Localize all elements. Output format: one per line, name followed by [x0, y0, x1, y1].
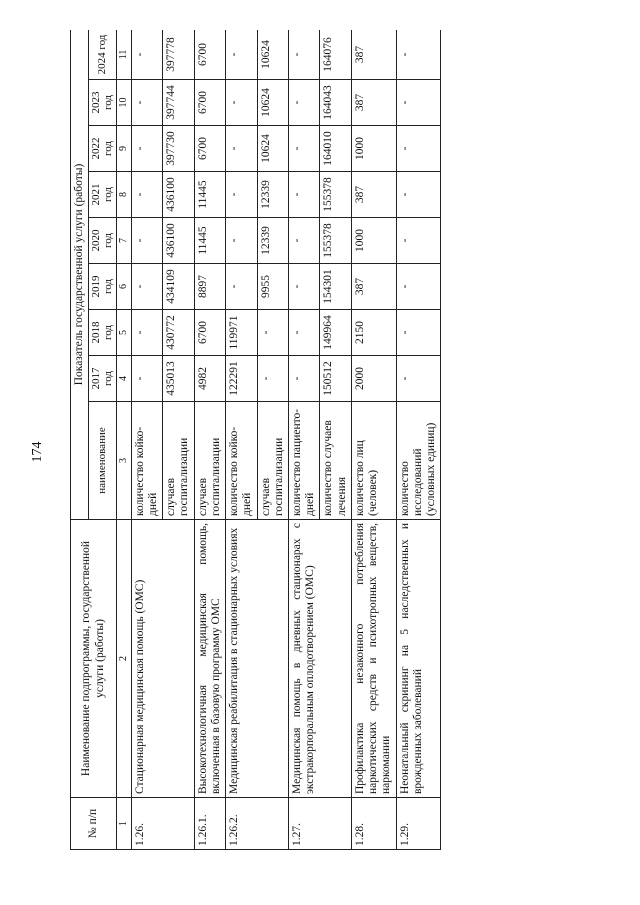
- column-index: 11: [117, 30, 132, 80]
- service-name: Неонатальный скрининг на 5 наследственных и врожденных заболеваний: [396, 520, 441, 798]
- indicator-value: -: [226, 126, 257, 172]
- column-index: 4: [117, 356, 132, 402]
- indicator-value: 11445: [194, 218, 225, 264]
- rotated-table-container: [70, 30, 615, 850]
- indicator-value: 11445: [194, 172, 225, 218]
- indicator-value: -: [257, 310, 288, 356]
- header-row-1: [71, 30, 89, 850]
- table-row: [396, 30, 441, 850]
- indicator-value: 119971: [226, 310, 257, 356]
- column-index: 8: [117, 172, 132, 218]
- indicator-value: 149964: [320, 310, 351, 356]
- indicator-value: 10624: [257, 80, 288, 126]
- indicator-value: 9955: [257, 264, 288, 310]
- service-name: Медицинская реабилитация в стационарных условиях: [226, 520, 289, 798]
- indicator-value: 387: [351, 80, 396, 126]
- column-index: 7: [117, 218, 132, 264]
- header-year: 2022 год: [89, 126, 117, 172]
- header-num: № п/п: [71, 798, 117, 850]
- indicator-value: 155378: [320, 218, 351, 264]
- row-number: 1.29.: [396, 798, 441, 850]
- table-row: [289, 30, 320, 850]
- indicator-value: 122291: [226, 356, 257, 402]
- header-year: 2021 год: [89, 172, 117, 218]
- service-name: Медицинская помощь в дневных стационарах с экстракорпоральным оплодотворением (ОМС): [289, 520, 352, 798]
- indicator-value: 397744: [163, 80, 194, 126]
- indicator-value: -: [289, 80, 320, 126]
- table-row: [351, 30, 396, 850]
- indicator-value: 397778: [163, 30, 194, 80]
- column-index: 6: [117, 264, 132, 310]
- header-indicator: Показатель государственной услуги (работы): [71, 30, 89, 520]
- table-row: [194, 30, 225, 850]
- indicator-value: -: [396, 356, 441, 402]
- indicator-value: -: [396, 310, 441, 356]
- indicator-value: -: [289, 218, 320, 264]
- indicator-value: -: [396, 80, 441, 126]
- page-number: 174: [30, 441, 45, 463]
- indicator-value: 10624: [257, 30, 288, 80]
- indicator-value: 12339: [257, 218, 288, 264]
- document-sheet: [70, 30, 615, 850]
- indicator-value: -: [131, 30, 162, 80]
- indicator-value: -: [226, 172, 257, 218]
- indicator-value: 8897: [194, 264, 225, 310]
- service-name: Стационарная медицинская помощь (ОМС): [131, 520, 194, 798]
- column-index-row: [117, 30, 132, 850]
- indicator-value: -: [131, 80, 162, 126]
- indicator-unit: случаев госпитализации: [257, 402, 288, 520]
- header-year: 2019 год: [89, 264, 117, 310]
- column-index: 9: [117, 126, 132, 172]
- indicator-value: 1000: [351, 218, 396, 264]
- header-year: 2023 год: [89, 80, 117, 126]
- indicator-value: 2000: [351, 356, 396, 402]
- indicator-value: 436100: [163, 218, 194, 264]
- indicator-value: 434109: [163, 264, 194, 310]
- indicator-value: -: [396, 126, 441, 172]
- header-unit: наименование: [89, 402, 117, 520]
- header-year: 2017 год: [89, 356, 117, 402]
- indicator-value: -: [131, 356, 162, 402]
- indicator-unit: количество пациенто-дней: [289, 402, 320, 520]
- row-number: 1.26.2.: [226, 798, 289, 850]
- indicator-value: 6700: [194, 30, 225, 80]
- indicator-value: -: [289, 126, 320, 172]
- indicator-unit: количество случаев лечения: [320, 402, 351, 520]
- indicator-unit: количество исследований (условных единиц): [396, 402, 441, 520]
- service-name: Высокотехнологичная медицинская помощь, включенная в базовую программу ОМС: [194, 520, 225, 798]
- indicator-value: -: [396, 172, 441, 218]
- indicator-value: -: [131, 264, 162, 310]
- row-number: 1.28.: [351, 798, 396, 850]
- indicator-value: 436100: [163, 172, 194, 218]
- indicator-value: -: [396, 264, 441, 310]
- indicator-value: 6700: [194, 80, 225, 126]
- indicator-value: -: [289, 172, 320, 218]
- indicator-value: 154301: [320, 264, 351, 310]
- indicator-value: 397730: [163, 126, 194, 172]
- header-year: 2024 год: [89, 30, 117, 80]
- column-index: 1: [117, 798, 132, 850]
- indicator-value: -: [226, 264, 257, 310]
- indicator-value: 435013: [163, 356, 194, 402]
- indicator-value: -: [131, 172, 162, 218]
- column-index: 5: [117, 310, 132, 356]
- indicator-unit: случаев госпитализации: [163, 402, 194, 520]
- indicator-value: 150512: [320, 356, 351, 402]
- service-name: Профилактика незаконного потребления наркотических средств и психотропных веществ, наркомании: [351, 520, 396, 798]
- indicator-value: 430772: [163, 310, 194, 356]
- indicator-unit: количество койко-дней: [131, 402, 162, 520]
- column-index: 10: [117, 80, 132, 126]
- row-number: 1.26.1.: [194, 798, 225, 850]
- indicator-value: -: [289, 264, 320, 310]
- indicator-value: 164010: [320, 126, 351, 172]
- indicator-value: -: [131, 126, 162, 172]
- indicator-value: -: [226, 30, 257, 80]
- header-year: 2018 год: [89, 310, 117, 356]
- table-row: [226, 30, 257, 850]
- indicator-value: 4982: [194, 356, 225, 402]
- indicator-value: 387: [351, 172, 396, 218]
- indicator-unit: случаев госпитализации: [194, 402, 225, 520]
- indicator-value: 6700: [194, 310, 225, 356]
- header-year: 2020 год: [89, 218, 117, 264]
- indicator-value: 387: [351, 264, 396, 310]
- row-number: 1.26.: [131, 798, 194, 850]
- indicator-value: 2150: [351, 310, 396, 356]
- indicator-value: 10624: [257, 126, 288, 172]
- header-name: Наименование подпрограммы, государственной услуги (работы): [71, 520, 117, 798]
- indicator-value: 164076: [320, 30, 351, 80]
- indicator-value: -: [257, 356, 288, 402]
- indicator-value: 387: [351, 30, 396, 80]
- indicator-value: -: [131, 218, 162, 264]
- indicator-value: 12339: [257, 172, 288, 218]
- indicator-value: 6700: [194, 126, 225, 172]
- indicator-unit: количество лиц (человек): [351, 402, 396, 520]
- column-index: 2: [117, 520, 132, 798]
- indicator-value: 155378: [320, 172, 351, 218]
- indicator-value: 164043: [320, 80, 351, 126]
- column-index: 3: [117, 402, 132, 520]
- indicator-value: 1000: [351, 126, 396, 172]
- indicator-value: -: [289, 310, 320, 356]
- indicator-value: -: [226, 80, 257, 126]
- indicator-value: -: [226, 218, 257, 264]
- indicator-value: -: [131, 310, 162, 356]
- indicator-value: -: [289, 356, 320, 402]
- indicator-value: -: [289, 30, 320, 80]
- row-number: 1.27.: [289, 798, 352, 850]
- indicator-value: -: [396, 30, 441, 80]
- indicator-value: -: [396, 218, 441, 264]
- indicator-unit: количество койко-дней: [226, 402, 257, 520]
- services-table: [70, 30, 441, 850]
- table-row: [131, 30, 162, 850]
